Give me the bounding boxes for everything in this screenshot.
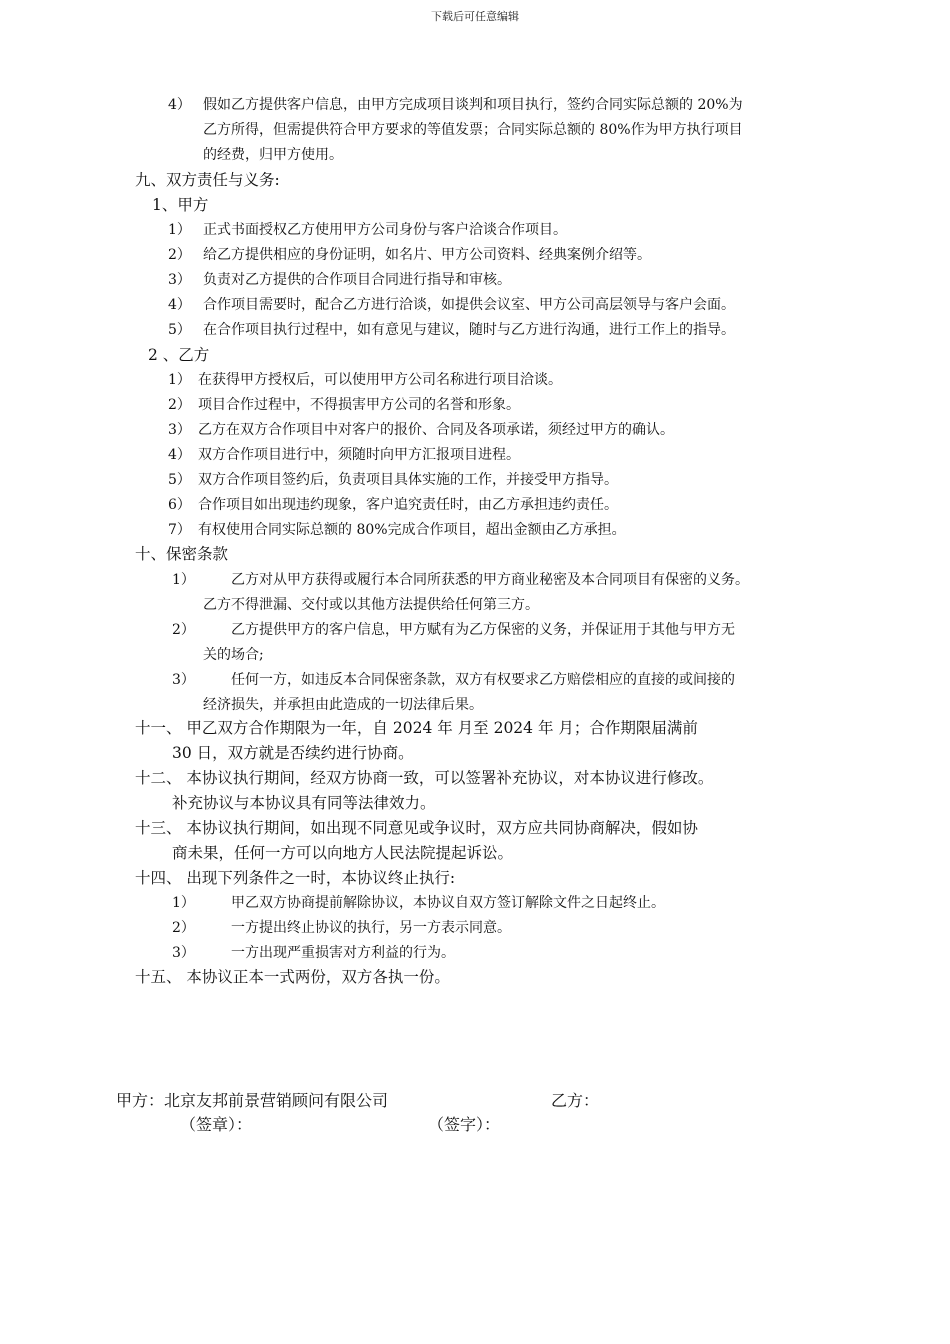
- party-b-signature-label: 乙方：: [551, 1091, 600, 1110]
- termination-item-3: 一方出现严重损害对方利益的行为。: [231, 945, 455, 961]
- s8-item4-line1: 假如乙方提供客户信息，由甲方完成项目谈判和项目执行，签约合同实际总额的 20%为: [203, 97, 743, 113]
- party-b-item-1-number: 1）: [168, 372, 191, 388]
- party-a-item-3: 负责对乙方提供的合作项目合同进行指导和审核。: [203, 272, 511, 288]
- termination-item-3-number: 3）: [172, 945, 195, 961]
- confidential-item-3-number: 3）: [172, 672, 195, 688]
- party-b-item-3-number: 3）: [168, 422, 191, 438]
- s8-item4-line3: 的经费，归甲方使用。: [203, 147, 343, 163]
- confidential-item-1-line1: 乙方对从甲方获得或履行本合同所获悉的甲方商业秘密及本合同项目有保密的义务。: [231, 572, 749, 588]
- party-a-item-2-number: 2）: [168, 247, 191, 263]
- party-b-item-3: 乙方在双方合作项目中对客户的报价、合同及各项承诺，须经过甲方的确认。: [198, 422, 674, 438]
- confidential-item-3-line2: 经济损失，并承担由此造成的一切法律后果。: [203, 697, 483, 713]
- party-a-item-1-number: 1）: [168, 222, 191, 238]
- party-a-item-5: 在合作项目执行过程中，如有意见与建议，随时与乙方进行沟通，进行工作上的指导。: [203, 322, 735, 338]
- party-b-item-4: 双方合作项目进行中，须随时向甲方汇报项目进程。: [198, 447, 520, 463]
- party-b-item-6: 合作项目如出现违约现象，客户追究责任时，由乙方承担违约责任。: [198, 497, 618, 513]
- page-header: 下载后可任意编辑: [431, 10, 519, 23]
- party-b-item-1: 在获得甲方授权后，可以使用甲方公司名称进行项目洽谈。: [198, 372, 562, 388]
- party-a-item-5-number: 5）: [168, 322, 191, 338]
- confidential-item-2-line2: 关的场合;: [203, 647, 264, 663]
- party-b-item-2: 项目合作过程中，不得损害甲方公司的名誉和形象。: [198, 397, 520, 413]
- confidential-item-2-line1: 乙方提供甲方的客户信息，甲方赋有为乙方保密的义务，并保证用于其他与甲方无: [231, 622, 735, 638]
- section-10-title: 十、保密条款: [135, 545, 229, 563]
- party-a-item-1: 正式书面授权乙方使用甲方公司身份与客户洽谈合作项目。: [203, 222, 567, 238]
- signature-label: （签字）：: [428, 1115, 501, 1134]
- confidential-item-1-line2: 乙方不得泄漏、交付或以其他方法提供给任何第三方。: [203, 597, 539, 613]
- party-a-item-2: 给乙方提供相应的身份证明，如名片、甲方公司资料、经典案例介绍等。: [203, 247, 651, 263]
- party-b-heading: 2 、乙方: [148, 346, 210, 364]
- seal-label: （签章）：: [180, 1115, 253, 1134]
- s8-item4-line2: 乙方所得，但需提供符合甲方要求的等值发票；合同实际总额的 80%作为甲方执行项目: [203, 122, 743, 138]
- party-b-item-5-number: 5）: [168, 472, 191, 488]
- section-13-line2: 商未果，任何一方可以向地方人民法院提起诉讼。: [172, 844, 514, 862]
- s8-item4-number: 4）: [168, 97, 191, 113]
- section-15: 十五、 本协议正本一式两份，双方各执一份。: [135, 968, 450, 986]
- party-b-item-6-number: 6）: [168, 497, 191, 513]
- party-a-item-3-number: 3）: [168, 272, 191, 288]
- confidential-item-2-number: 2）: [172, 622, 195, 638]
- section-11-line2: 30 日，双方就是否续约进行协商。: [172, 744, 414, 762]
- section-11-line1: 十一、 甲乙双方合作期限为一年，自 2024 年 月至 2024 年 月；合作期限届满前: [135, 719, 698, 737]
- party-b-item-2-number: 2）: [168, 397, 191, 413]
- party-b-item-4-number: 4）: [168, 447, 191, 463]
- party-a-item-4: 合作项目需要时，配合乙方进行洽谈，如提供会议室、甲方公司高层领导与客户会面。: [203, 297, 735, 313]
- termination-item-2: 一方提出终止协议的执行，另一方表示同意。: [231, 920, 511, 936]
- termination-item-1-number: 1）: [172, 895, 195, 911]
- section-12-line2: 补充协议与本协议具有同等法律效力。: [172, 794, 436, 812]
- party-a-heading: 1、甲方: [152, 196, 209, 214]
- section-14-title: 十四、 出现下列条件之一时，本协议终止执行:: [135, 869, 456, 887]
- section-12-line1: 十二、 本协议执行期间，经双方协商一致，可以签署补充协议，对本协议进行修改。: [135, 769, 714, 787]
- party-a-signature-label: 甲方：北京友邦前景营销顾问有限公司: [116, 1091, 389, 1110]
- party-a-item-4-number: 4）: [168, 297, 191, 313]
- party-b-item-5: 双方合作项目签约后，负责项目具体实施的工作，并接受甲方指导。: [198, 472, 618, 488]
- termination-item-1: 甲乙双方协商提前解除协议，本协议自双方签订解除文件之日起终止。: [231, 895, 665, 911]
- termination-item-2-number: 2）: [172, 920, 195, 936]
- confidential-item-3-line1: 任何一方，如违反本合同保密条款，双方有权要求乙方赔偿相应的直接的或间接的: [231, 672, 735, 688]
- confidential-item-1-number: 1）: [172, 572, 195, 588]
- party-b-item-7-number: 7）: [168, 522, 191, 538]
- section-13-line1: 十三、 本协议执行期间，如出现不同意见或争议时，双方应共同协商解决，假如协: [135, 819, 698, 837]
- section-9-title: 九、双方责任与义务:: [135, 171, 280, 189]
- party-b-item-7: 有权使用合同实际总额的 80%完成合作项目，超出金额由乙方承担。: [198, 522, 626, 538]
